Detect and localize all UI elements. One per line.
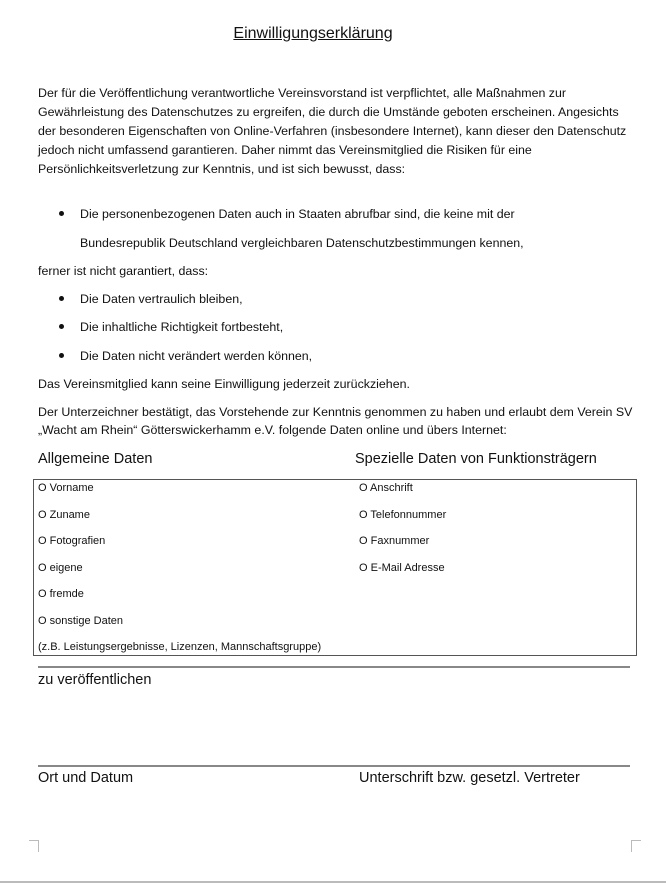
option-telefonnummer[interactable]: O Telefonnummer bbox=[359, 509, 447, 521]
special-data-heading: Spezielle Daten von Funktionsträgern bbox=[355, 451, 597, 467]
divider-line bbox=[38, 666, 630, 668]
publish-text: zu veröffentlichen bbox=[38, 672, 152, 688]
bullet-icon bbox=[59, 211, 64, 216]
bullet-text: Die personenbezogenen Daten auch in Staaten abrufbar sind, die keine mit der bbox=[80, 207, 515, 221]
intro-line: der besonderen Eigenschaften von Online-Verfahren (insbesondere Internet), kann dieser den Datenschutz bbox=[38, 124, 627, 138]
option-fotografien[interactable]: O Fotografien bbox=[38, 535, 106, 547]
option-eigene[interactable]: O eigene bbox=[38, 562, 83, 574]
bullet-text: Die Daten nicht verändert werden können, bbox=[80, 349, 313, 363]
bullet-icon bbox=[59, 324, 64, 329]
option-fremde[interactable]: O fremde bbox=[38, 588, 84, 600]
signature-label: Unterschrift bzw. gesetzl. Vertreter bbox=[359, 770, 580, 786]
ferner-text: ferner ist nicht garantiert, dass: bbox=[38, 264, 209, 278]
confirm-line: „Wacht am Rhein“ Götterswickerhamm e.V. folgende Daten online und übers Internet: bbox=[38, 423, 507, 437]
margin-corner-mark bbox=[631, 840, 641, 852]
option-anschrift[interactable]: O Anschrift bbox=[359, 482, 413, 494]
bullet-icon bbox=[59, 296, 64, 301]
withdraw-text: Das Vereinsmitglied kann seine Einwilligung jederzeit zurückziehen. bbox=[38, 377, 410, 391]
place-date-label: Ort und Datum bbox=[38, 770, 134, 786]
option-faxnummer[interactable]: O Faxnummer bbox=[359, 535, 430, 547]
document-title: Einwilligungserklärung bbox=[233, 25, 393, 42]
option-zuname[interactable]: O Zuname bbox=[38, 509, 90, 521]
data-selection-box bbox=[33, 479, 637, 656]
confirm-line: Der Unterzeichner bestätigt, das Vorstehende zur Kenntnis genommen zu haben und erlaubt dem Verein SV bbox=[38, 405, 633, 419]
bullet-icon bbox=[59, 353, 64, 358]
margin-corner-mark bbox=[29, 840, 39, 852]
intro-line: Persönlichkeitsverletzung zur Kenntnis, und ist sich bewusst, dass: bbox=[38, 162, 406, 176]
bullet-text: Die inhaltliche Richtigkeit fortbesteht, bbox=[80, 320, 284, 334]
general-data-heading: Allgemeine Daten bbox=[38, 451, 153, 467]
intro-line: jedoch nicht umfassend garantieren. Daher nimmt das Vereinsmitglied die Risiken für eine bbox=[38, 143, 532, 157]
sonstige-note: (z.B. Leistungsergebnisse, Lizenzen, Mannschaftsgruppe) bbox=[38, 641, 322, 653]
option-vorname[interactable]: O Vorname bbox=[38, 482, 94, 494]
intro-line: Gewährleistung des Datenschutzes zu ergreifen, die durch die Umstände geboten erscheinen. Angesichts bbox=[38, 105, 619, 119]
intro-line: Der für die Veröffentlichung verantwortliche Vereinsvorstand ist verpflichtet, alle Maßnahmen zur bbox=[38, 86, 567, 100]
option-sonstige[interactable]: O sonstige Daten bbox=[38, 615, 123, 627]
bullet-text: Die Daten vertraulich bleiben, bbox=[80, 292, 243, 306]
option-email[interactable]: O E-Mail Adresse bbox=[359, 562, 445, 574]
signature-line bbox=[38, 765, 630, 767]
bullet-text-continued: Bundesrepublik Deutschland vergleichbaren Datenschutzbestimmungen kennen, bbox=[80, 236, 524, 250]
